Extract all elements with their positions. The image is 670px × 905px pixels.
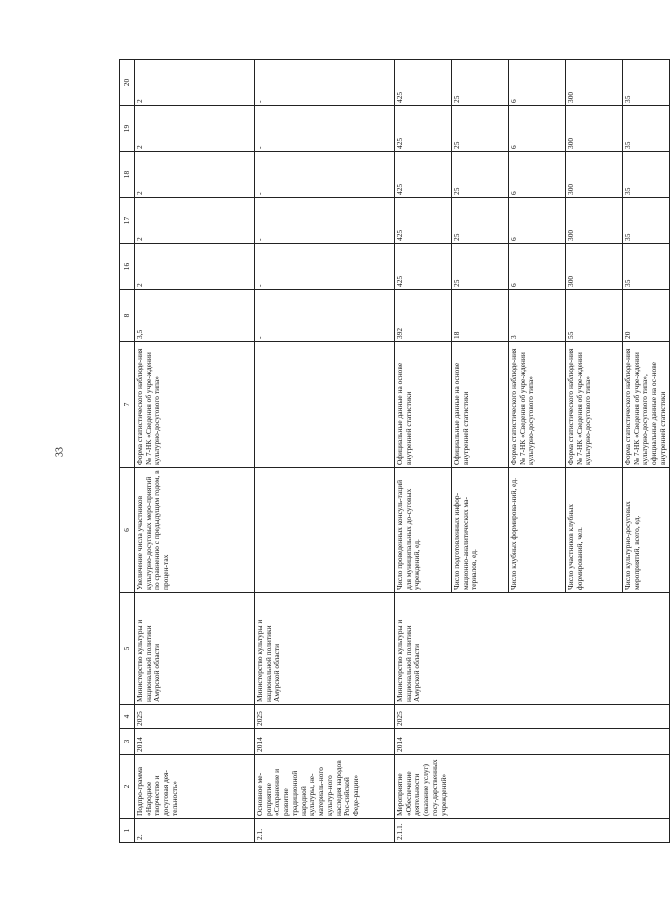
value-col20: 6 [509,60,566,105]
row-number: 2. [135,819,255,843]
header-cell: 17 [120,198,135,244]
value-col17: - [255,198,395,244]
table-row [255,60,395,843]
indicator: Число подготовленных инфор-мационно-аналитических ма-териалов, ед. [452,468,509,592]
data-source: Форма статистического наблюде-ния № 7-НК «Сведения об учре-ждении культурно-досугового типа» [566,342,623,467]
value-col16-list [395,244,670,290]
executor: Министерство культуры и национальной политики Амурской области [135,593,255,705]
data-source [255,342,395,468]
page-number: 33 [54,447,66,457]
end-year: 2025 [255,705,395,729]
value-col8: 392 [395,290,452,341]
data-source: Форма статистического наблюде-ния № 7-НК «Сведения об учре-ждении культурно-досугового типа», официальные данные на ос-нове внутренней статистики [623,348,667,465]
value-col19-list [395,106,670,152]
value-col18: 300 [566,152,623,197]
value-col17: 2 [135,198,255,244]
data-source: Форма статистического наблюде-ния № 7-НК «Сведения об учре-ждении культурно-досугового типа» [135,342,255,468]
value-col19: 35 [623,141,632,149]
data-source: Форма статистического наблюде-ния № 7-НК «Сведения об учре-ждении культурно-досугового типа» [509,342,566,467]
row-number: 2.1. [255,819,395,843]
header-cell: 8 [120,290,135,342]
value-col18-list [395,152,670,198]
executor: Министерство культуры и национальной политики Амурской области [395,593,670,705]
value-col8: 55 [566,290,623,341]
table-row [135,60,255,843]
value-col17-list [395,198,670,244]
value-col20: 300 [566,60,623,105]
data-source: Официальные данные на основе внутренней статистики [452,342,509,467]
value-col8: 18 [452,290,509,341]
value-col8-list [395,290,670,342]
value-col18: 2 [135,152,255,198]
indicators-table [119,59,670,843]
value-col20: 2 [135,60,255,106]
value-col17: 425 [395,198,452,243]
header-cell: 16 [120,244,135,290]
value-col18: 25 [452,152,509,197]
header-row [120,60,135,843]
value-col18: 6 [509,152,566,197]
header-cell: 7 [120,342,135,468]
value-col17: 35 [623,233,632,241]
value-col19: - [255,106,395,152]
value-col17: 25 [452,198,509,243]
header-cell: 20 [120,60,135,106]
value-col19: 425 [395,106,452,151]
value-col20: 425 [395,60,452,105]
header-cell: 2 [120,755,135,819]
header-cell: 1 [120,819,135,843]
value-col19: 25 [452,106,509,151]
indicator: Число проведенных консуль-таций для муниципальных до-суговых учреждений, ед. [395,468,452,592]
value-col20-list [395,60,670,106]
value-col16: 35 [623,279,632,287]
value-col16: 6 [509,244,566,289]
value-col19: 6 [509,106,566,151]
value-col18: 35 [623,187,632,195]
value-col16: 2 [135,244,255,290]
value-col8: 3,5 [135,290,255,342]
end-year: 2025 [135,705,255,729]
row-title: Основное ме-роприятие «Сохранение и развитие традиционной народной культуры, не-материаль-ного культур-ного наследия народов Рос-сийской Феде-рации» [255,755,395,819]
value-col20: - [255,60,395,106]
header-cell: 6 [120,468,135,593]
value-col17: 6 [509,198,566,243]
value-col17: 300 [566,198,623,243]
start-year: 2014 [255,729,395,755]
value-col16: 425 [395,244,452,289]
indicator: Число культурно-досуговых мероприятий, всего, ед. [623,501,641,590]
value-col16: 25 [452,244,509,289]
rotated-table-wrapper [119,60,667,843]
start-year: 2014 [135,729,255,755]
header-cell: 4 [120,705,135,729]
value-col8: 3 [509,290,566,341]
header-cell: 3 [120,729,135,755]
indicator-list [395,468,670,593]
indicator: Число участников клубных формирований, чел. [566,468,623,592]
value-col8: 20 [623,331,632,339]
value-col18: - [255,152,395,198]
row-number: 2.1.1. [395,819,670,843]
data-source: Официальные данные на основе внутренней статистики [395,342,452,467]
indicator [255,468,395,593]
value-col16: - [255,244,395,290]
value-col20: 25 [452,60,509,105]
data-source-list [395,342,670,468]
start-year: 2014 [395,729,670,755]
value-col18: 425 [395,152,452,197]
indicator: Увеличение числа участников культурно-досуговых меро-приятий по сравнению с предыдущим годом, в процен-тах [135,468,255,593]
header-cell: 19 [120,106,135,152]
value-col19: 2 [135,106,255,152]
value-col20: 35 [623,95,632,103]
end-year: 2025 [395,705,670,729]
executor: Министерство культуры и национальной политики Амурской области [255,593,395,705]
header-cell: 5 [120,593,135,705]
value-col19: 300 [566,106,623,151]
value-col16: 300 [566,244,623,289]
row-title: Мероприятие «Обеспечение деятельности (оказание услуг) госу-дарственных учреждений» [395,755,670,819]
indicator: Число клубных формирова-ний, ед. [509,468,566,592]
table-row [395,60,670,843]
header-cell: 18 [120,152,135,198]
row-title: Подпро-грамма «Народное творчество и досуговая дея-тельность» [135,755,255,819]
value-col8: - [255,290,395,342]
